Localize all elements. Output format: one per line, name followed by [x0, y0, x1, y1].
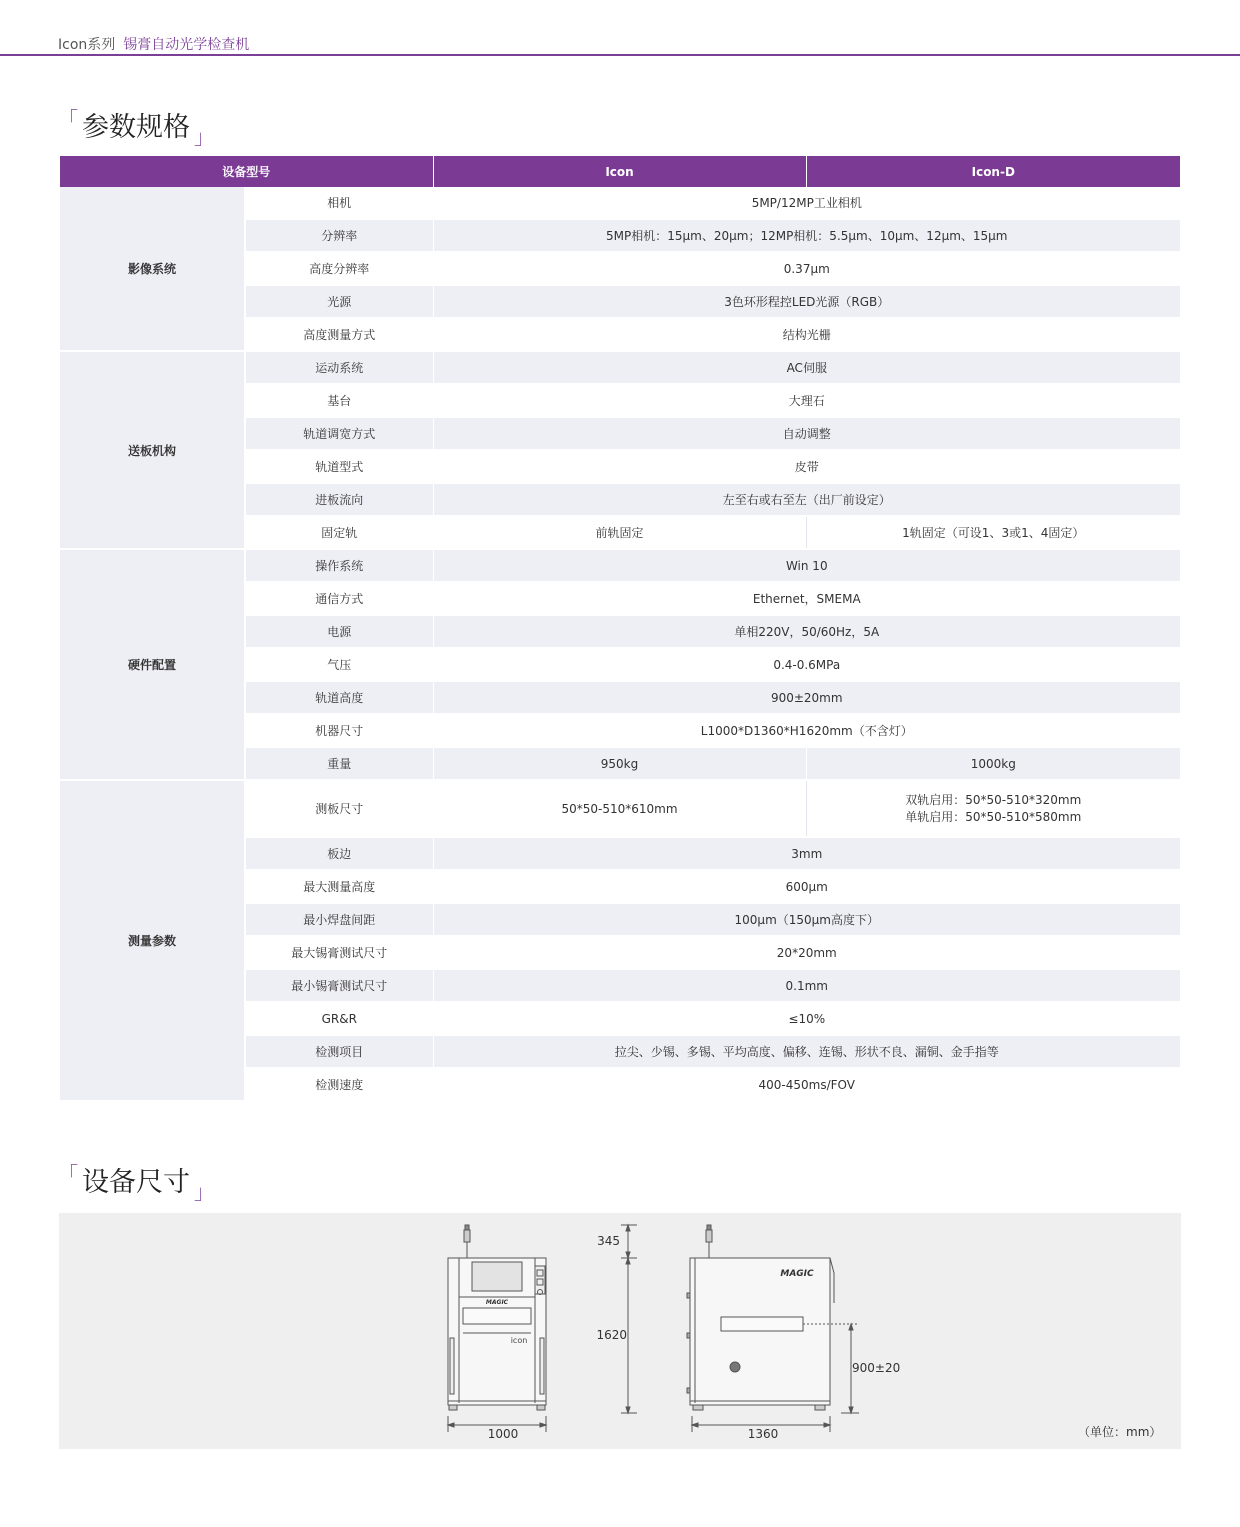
table-row	[60, 351, 1180, 384]
param-label: 分辨率	[245, 219, 433, 252]
param-value-icon: 50*50-510*610mm	[433, 780, 806, 837]
param-value: L1000*D1360*H1620mm（不含灯）	[433, 714, 1180, 747]
group-hardware: 硬件配置	[60, 549, 245, 780]
param-label: 固定轨	[245, 516, 433, 549]
param-value: 0.37μm	[433, 252, 1180, 285]
spec-table-header	[60, 156, 1180, 187]
param-value: 5MP相机：15μm、20μm；12MP相机：5.5μm、10μm、12μm、15μm	[433, 219, 1180, 252]
param-value: Win 10	[433, 549, 1180, 582]
side-depth-label: 1360	[747, 1427, 779, 1441]
param-label: 最小锡膏测试尺寸	[245, 969, 433, 1002]
group-imaging: 影像系统	[60, 187, 245, 351]
param-label: 重量	[245, 747, 433, 780]
param-value: AC伺服	[433, 351, 1180, 384]
front-logo: MAGIC	[485, 1299, 509, 1306]
group-conveyor: 送板机构	[60, 351, 245, 549]
param-value: 5MP/12MP工业相机	[433, 187, 1180, 219]
dimension-drawing	[59, 1213, 1181, 1449]
param-label: 板边	[245, 837, 433, 870]
side-view	[687, 1225, 834, 1410]
param-value: 0.1mm	[433, 969, 1180, 1002]
header-icon: Icon	[433, 156, 806, 187]
spec-title-text: 参数规格	[82, 112, 190, 143]
title-bracket-right: 」	[194, 125, 214, 149]
board-size-dual-rail: 双轨启用：50*50-510*320mm	[905, 792, 1082, 807]
page-header	[58, 34, 249, 54]
param-value-icon-d	[806, 780, 1180, 837]
header-divider	[0, 54, 1240, 56]
param-label: 高度分辨率	[245, 252, 433, 285]
dim-title-text: 设备尺寸	[82, 1167, 190, 1198]
front-width-label: 1000	[487, 1427, 519, 1441]
param-value: 0.4-0.6MPa	[433, 648, 1180, 681]
param-value: 大理石	[433, 384, 1180, 417]
param-value: 单相220V，50/60Hz，5A	[433, 615, 1180, 648]
dim-section-title	[58, 1158, 214, 1205]
param-label: 轨道高度	[245, 681, 433, 714]
rail-height-label: 900±20	[852, 1361, 901, 1375]
group-measurement: 测量参数	[60, 780, 245, 1101]
board-size-single-rail: 单轨启用：50*50-510*580mm	[905, 809, 1082, 824]
param-label: 气压	[245, 648, 433, 681]
param-value: 20*20mm	[433, 936, 1180, 969]
dimension-panel	[59, 1213, 1181, 1449]
param-value: 900±20mm	[433, 681, 1180, 714]
param-label: 操作系统	[245, 549, 433, 582]
param-value: 自动调整	[433, 417, 1180, 450]
param-value-icon: 950kg	[433, 747, 806, 780]
title-bracket-right: 」	[194, 1180, 214, 1204]
side-logo: MAGIC	[780, 1269, 814, 1279]
series-label: Icon系列	[58, 37, 116, 53]
spec-section-title	[58, 103, 214, 150]
param-value: 3mm	[433, 837, 1180, 870]
param-value: 结构光栅	[433, 318, 1180, 351]
table-row	[60, 549, 1180, 582]
header-model: 设备型号	[60, 156, 433, 187]
title-bracket-left: 「	[58, 1162, 78, 1186]
param-value: ≤10%	[433, 1002, 1180, 1035]
param-label: 相机	[245, 187, 433, 219]
param-value: 3色环形程控LED光源（RGB）	[433, 285, 1180, 318]
param-label: 最小焊盘间距	[245, 903, 433, 936]
param-value: Ethernet，SMEMA	[433, 582, 1180, 615]
param-label: 检测速度	[245, 1068, 433, 1101]
param-label: 电源	[245, 615, 433, 648]
front-model-label: icon	[510, 1336, 528, 1345]
param-label: 进板流向	[245, 483, 433, 516]
param-label: 通信方式	[245, 582, 433, 615]
front-view	[448, 1225, 546, 1410]
spec-table	[60, 156, 1180, 1102]
tower-height-label: 345	[597, 1234, 620, 1248]
param-value: 100μm（150μm高度下）	[433, 903, 1180, 936]
param-label: 基台	[245, 384, 433, 417]
param-label: 轨道型式	[245, 450, 433, 483]
board-size-multi	[905, 792, 1081, 826]
param-value: 左至右或右至左（出厂前设定）	[433, 483, 1180, 516]
param-label: 最大锡膏测试尺寸	[245, 936, 433, 969]
body-height-label: 1620	[596, 1328, 627, 1342]
param-label: 运动系统	[245, 351, 433, 384]
param-label: 最大测量高度	[245, 870, 433, 903]
param-label: 检测项目	[245, 1035, 433, 1068]
header-icon-d: Icon-D	[806, 156, 1180, 187]
product-label: 锡膏自动光学检查机	[123, 37, 250, 53]
unit-note: （单位：mm）	[1078, 1425, 1162, 1439]
param-value-icon-d: 1000kg	[806, 747, 1180, 780]
table-row	[60, 780, 1180, 837]
param-value: 400-450ms/FOV	[433, 1068, 1180, 1101]
param-label: 高度测量方式	[245, 318, 433, 351]
param-label: 光源	[245, 285, 433, 318]
param-label: 机器尺寸	[245, 714, 433, 747]
title-bracket-left: 「	[58, 107, 78, 131]
param-label: 轨道调宽方式	[245, 417, 433, 450]
table-row	[60, 187, 1180, 219]
param-value: 600μm	[433, 870, 1180, 903]
param-value-icon: 前轨固定	[433, 516, 806, 549]
param-label: GR&R	[245, 1002, 433, 1035]
param-value: 拉尖、少锡、多锡、平均高度、偏移、连锡、形状不良、漏铜、金手指等	[433, 1035, 1180, 1068]
param-value: 皮带	[433, 450, 1180, 483]
param-value-icon-d: 1轨固定（可设1、3或1、4固定）	[806, 516, 1180, 549]
param-label: 测板尺寸	[245, 780, 433, 837]
